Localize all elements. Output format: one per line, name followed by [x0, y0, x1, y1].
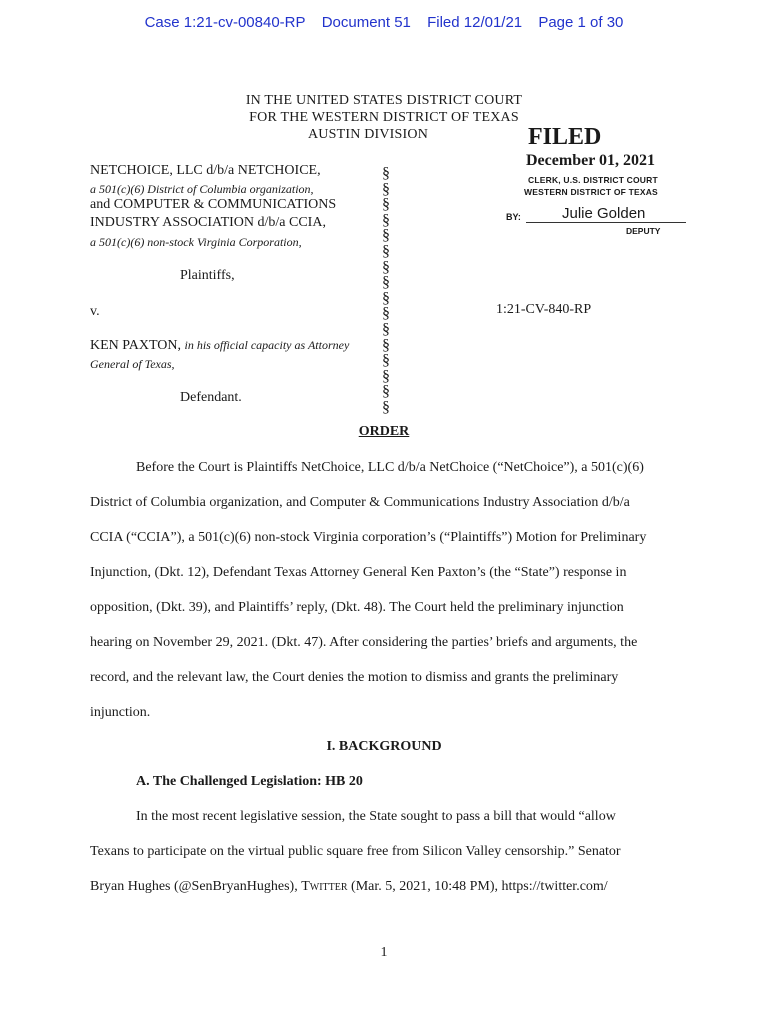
- page-indicator: Page 1 of 30: [538, 14, 624, 31]
- section-mark: §: [382, 398, 390, 416]
- tweet-citation[interactable]: (Mar. 5, 2021, 10:48 PM), https://twitter.com/: [351, 879, 608, 894]
- defendant-name: KEN PAXTON, in his official capacity as Attorney: [90, 338, 350, 353]
- versus: v.: [90, 304, 100, 319]
- court-line-1: IN THE UNITED STATES DISTRICT COURT: [245, 93, 523, 108]
- plaintiff-2-description: a 501(c)(6) non-stock Virginia Corporation,: [90, 235, 302, 249]
- section-mark: §: [382, 227, 390, 245]
- subsection-heading: A. The Challenged Legislation: HB 20: [136, 774, 363, 789]
- body-line: CCIA (“CCIA”), a 501(c)(6) non-stock Virginia corporation’s (“Plaintiffs”) Motion for Preliminary: [90, 530, 647, 545]
- plaintiff-1-description: a 501(c)(6) District of Columbia organization,: [90, 182, 314, 196]
- defendant-description-1: in his official capacity as Attorney: [184, 338, 350, 352]
- section-mark: §: [382, 336, 390, 354]
- plaintiffs-label: Plaintiffs,: [180, 268, 235, 283]
- body-line: injunction.: [90, 705, 151, 720]
- section-mark: §: [382, 289, 390, 307]
- body-line: In the most recent legislative session, the State sought to pass a bill that would “allow: [136, 809, 616, 824]
- filed-stamp-date: December 01, 2021: [526, 152, 655, 169]
- page-number: 1: [380, 945, 388, 960]
- civil-case-number: 1:21-CV-840-RP: [496, 302, 592, 317]
- body-line: record, and the relevant law, the Court denies the motion to dismiss and grants the preliminary: [90, 670, 619, 685]
- plaintiff-2-name-line-2: INDUSTRY ASSOCIATION d/b/a CCIA,: [90, 215, 326, 230]
- filed-stamp-signer: Julie Golden: [562, 205, 646, 222]
- section-mark: §: [382, 242, 390, 260]
- court-line-2: FOR THE WESTERN DISTRICT OF TEXAS: [249, 110, 519, 125]
- filed-stamp-by-label: BY:: [506, 212, 521, 222]
- filed-stamp-clerk: CLERK, U.S. DISTRICT COURT: [528, 175, 658, 185]
- body-line: opposition, (Dkt. 39), and Plaintiffs’ reply, (Dkt. 48). The Court held the preliminary injunction: [90, 600, 624, 615]
- body-line: Texans to participate on the virtual public square free from Silicon Valley censorship.” Senator: [90, 844, 621, 859]
- twitter-source: Twitter: [301, 879, 348, 894]
- section-mark: §: [382, 305, 390, 323]
- section-mark: §: [382, 320, 390, 338]
- filed-stamp-district: WESTERN DISTRICT OF TEXAS: [524, 187, 658, 197]
- section-mark: §: [382, 211, 390, 229]
- section-heading: I. BACKGROUND: [326, 739, 442, 754]
- filed-stamp-title: FILED: [528, 124, 602, 150]
- section-mark: §: [382, 367, 390, 385]
- court-line-3: AUSTIN DIVISION: [307, 127, 429, 142]
- citation-line: Bryan Hughes (@SenBryanHughes), Twitter (Mar. 5, 2021, 10:48 PM), https://twitter.com/: [90, 879, 608, 894]
- body-line: District of Columbia organization, and Computer & Communications Industry Association d/b/a: [90, 495, 630, 510]
- ecf-header: [0, 14, 768, 31]
- filed-stamp-deputy: DEPUTY: [626, 226, 661, 236]
- defendant-description-2: General of Texas,: [90, 357, 175, 371]
- section-mark: §: [382, 274, 390, 292]
- section-mark: §: [382, 352, 390, 370]
- body-line: Before the Court is Plaintiffs NetChoice, LLC d/b/a NetChoice (“NetChoice”), a 501(c)(6): [136, 460, 644, 475]
- body-line: Injunction, (Dkt. 12), Defendant Texas Attorney General Ken Paxton’s (the “State”) response in: [90, 565, 627, 580]
- document-number: Document 51: [321, 14, 411, 31]
- section-mark: §: [382, 180, 390, 198]
- defendant-label: Defendant.: [180, 390, 242, 405]
- plaintiff-1-name: NETCHOICE, LLC d/b/a NETCHOICE,: [90, 163, 321, 178]
- section-mark: §: [382, 383, 390, 401]
- plaintiff-2-name-line-1: and COMPUTER & COMMUNICATIONS: [90, 197, 337, 212]
- section-mark: §: [382, 196, 390, 214]
- filed-date: Filed 12/01/21: [427, 14, 523, 31]
- section-mark: §: [382, 165, 390, 182]
- body-line: hearing on November 29, 2021. (Dkt. 47). After considering the parties’ briefs and arguments, the: [90, 635, 638, 650]
- order-title: ORDER: [358, 424, 410, 439]
- signature-line: [526, 222, 686, 223]
- section-mark: §: [382, 258, 390, 276]
- section-symbol-column: [382, 166, 394, 416]
- case-number: Case 1:21-cv-00840-RP: [144, 14, 306, 31]
